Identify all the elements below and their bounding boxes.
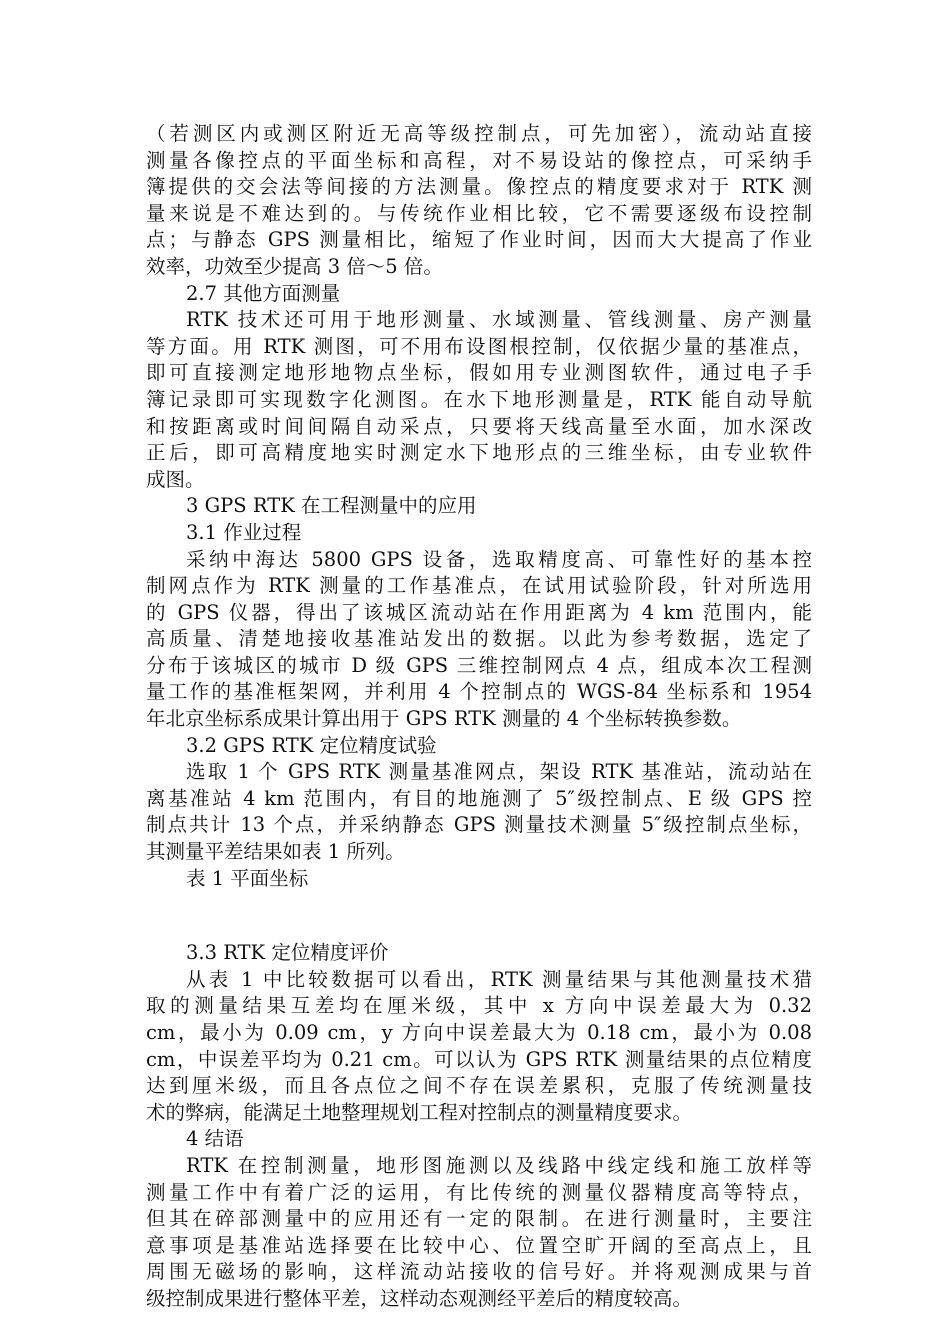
paragraph-line: 但其在碎部测量中的应用还有一定的限制。在进行测量时，主要注 xyxy=(146,1207,812,1231)
section-heading xyxy=(146,940,812,967)
paragraph-line: 其测量平差结果如表 1 所列。 xyxy=(146,840,405,864)
section-heading xyxy=(146,733,812,760)
paragraph-line: 即可直接测定地形地物点坐标，假如用专业测图软件，通过电子手 xyxy=(146,361,812,385)
paragraph-line: 簿提供的交会法等间接的方法测量。像控点的精度要求对于 RTK 测 xyxy=(146,175,812,199)
section-heading xyxy=(146,1126,812,1153)
heading-text: 表 1 平面坐标 xyxy=(186,866,309,890)
paragraph-line: 级控制成果进行整体平差，这样动态观测经平差后的精度较高。 xyxy=(146,1286,693,1310)
paragraph-line: 采纳中海达 5800 GPS 设备，选取精度高、可靠性好的基本控 xyxy=(186,547,812,571)
body-paragraph xyxy=(146,307,812,493)
heading-text: 3.2 GPS RTK 定位精度试验 xyxy=(186,733,437,757)
section-heading xyxy=(146,281,812,308)
document-page xyxy=(146,121,812,1313)
heading-text: 3 GPS RTK 在工程测量中的应用 xyxy=(186,494,477,518)
paragraph-line: 从表 1 中比较数据可以看出，RTK 测量结果与其他测量技术猎 xyxy=(186,967,812,991)
heading-text: 2.7 其他方面测量 xyxy=(186,281,341,305)
paragraph-line: 离基准站 4 km 范围内，有目的地施测了 5″级控制点、E 级 GPS 控 xyxy=(146,786,812,810)
paragraph-line: RTK 技术还可用于地形测量、水域测量、管线测量、房产测量 xyxy=(186,308,812,332)
paragraph-line: 达到厘米级，而且各点位之间不存在误差累积，克服了传统测量技 xyxy=(146,1074,812,1098)
paragraph-line: 量来说是不难达到的。与传统作业相比较，它不需要逐级布设控制 xyxy=(146,201,812,225)
body-paragraph xyxy=(146,967,812,1127)
paragraph-line: 的 GPS 仪器，得出了该城区流动站在作用距离为 4 km 范围内，能 xyxy=(146,600,812,624)
paragraph-line: 簿记录即可实现数字化测图。在水下地形测量是，RTK 能自动导航 xyxy=(146,387,812,411)
paragraph-line: 点；与静态 GPS 测量相比，缩短了作业时间，因而大大提高了作业 xyxy=(146,228,812,252)
paragraph-line: 周围无磁场的影响，这样流动站接收的信号好。并将观测成果与首 xyxy=(146,1260,812,1284)
paragraph-line: 测量工作中有着广泛的运用，有比传统的测量仪器精度高等特点， xyxy=(146,1180,812,1204)
paragraph-line: RTK 在控制测量，地形图施测以及线路中线定线和施工放样等 xyxy=(186,1153,812,1177)
paragraph-line: 取的测量结果互差均在厘米级，其中 x 方向中误差最大为 0.32 xyxy=(146,994,812,1018)
paragraph-line: 量工作的基准框架网，并利用 4 个控制点的 WGS-84 坐标系和 1954 xyxy=(146,680,812,704)
paragraph-line: 制网点作为 RTK 测量的工作基准点，在试用试验阶段，针对所选用 xyxy=(146,574,812,598)
paragraph-line: 高质量、清楚地接收基准站发出的数据。以此为参考数据，选定了 xyxy=(146,627,812,651)
paragraph-line: 成图。 xyxy=(146,467,205,491)
body-paragraph xyxy=(146,759,812,865)
paragraph-line: 分布于该城区的城市 D 级 GPS 三维控制网点 4 点，组成本次工程测 xyxy=(146,653,812,677)
paragraph-line: 选取 1 个 GPS RTK 测量基准网点，架设 RTK 基准站，流动站在 xyxy=(186,760,812,784)
paragraph-line: 和按距离或时间间隔自动采点，只要将天线高量至水面，加水深改 xyxy=(146,414,812,438)
paragraph-line: 制点共计 13 个点，并采纳静态 GPS 测量技术测量 5″级控制点坐标， xyxy=(146,813,812,837)
paragraph-line: （若测区内或测区附近无高等级控制点，可先加密），流动站直接 xyxy=(146,122,812,145)
paragraph-line: 等方面。用 RTK 测图，可不用布设图根控制，仅依据少量的基准点， xyxy=(146,334,812,358)
body-paragraph xyxy=(146,1153,812,1313)
paragraph-line: 意事项是基准站选择要在比较中心、位置空旷开阔的至高点上，且 xyxy=(146,1233,812,1257)
section-heading xyxy=(146,520,812,547)
blank-spacer xyxy=(146,892,812,940)
paragraph-line: 测量各像控点的平面坐标和高程，对不易设站的像控点，可采纳手 xyxy=(146,148,812,172)
paragraph-line: 术的弊病，能满足土地整理规划工程对控制点的测量精度要求。 xyxy=(146,1100,693,1124)
section-heading xyxy=(146,493,812,520)
paragraph-line: cm，中误差平均为 0.21 cm。可以认为 GPS RTK 测量结果的点位精度 xyxy=(146,1047,812,1071)
heading-text: 3.1 作业过程 xyxy=(186,520,302,544)
paragraph-line: 效率，功效至少提高 3 倍～5 倍。 xyxy=(146,254,443,278)
body-paragraph xyxy=(146,547,812,733)
heading-text: 4 结语 xyxy=(186,1127,244,1151)
heading-text: 3.3 RTK 定位精度评价 xyxy=(186,941,389,965)
paragraph-line: 年北京坐标系成果计算出用于 GPS RTK 测量的 4 个坐标转换参数。 xyxy=(146,707,742,731)
body-paragraph xyxy=(146,121,812,281)
section-heading xyxy=(146,866,812,893)
paragraph-line: 正后，即可高精度地实时测定水下地形点的三维坐标，由专业软件 xyxy=(146,441,812,465)
paragraph-line: cm，最小为 0.09 cm，y 方向中误差最大为 0.18 cm，最小为 0.08 xyxy=(146,1021,812,1044)
